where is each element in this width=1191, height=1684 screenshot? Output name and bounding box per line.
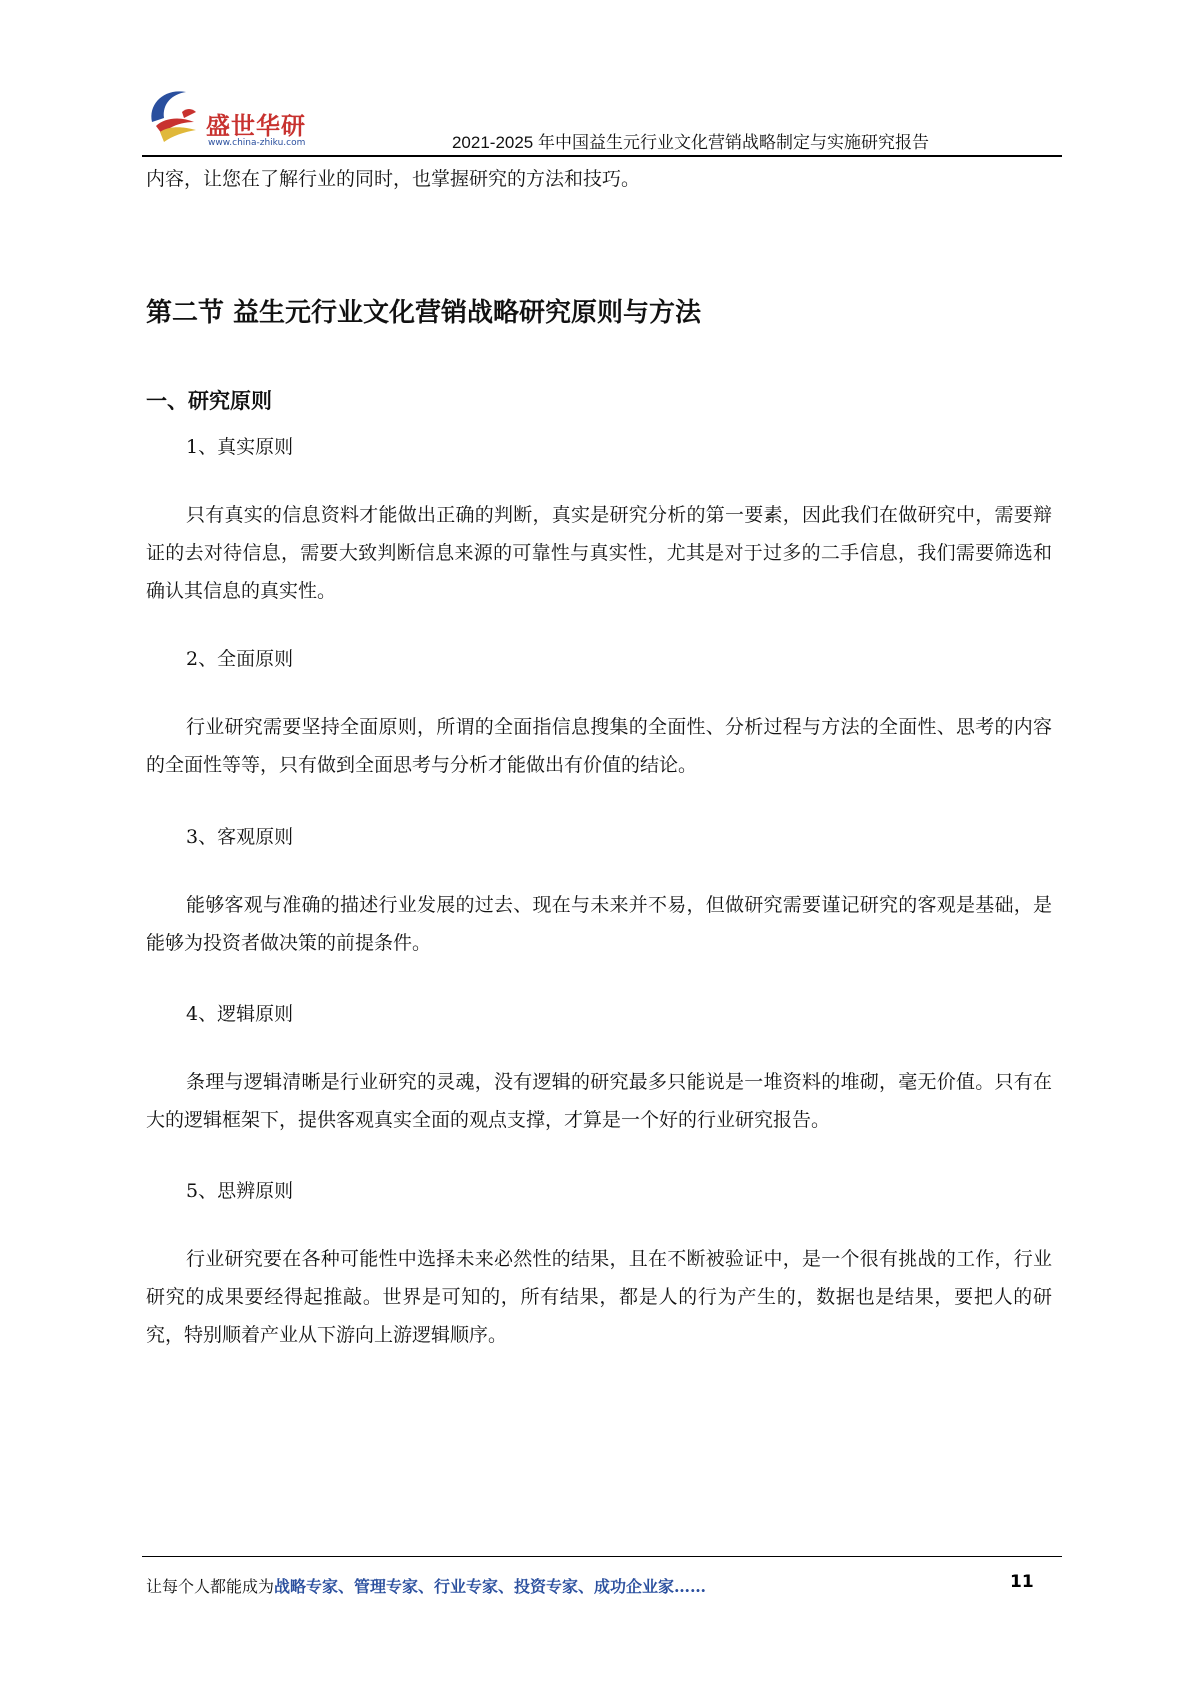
- principle-body: 能够客观与准确的描述行业发展的过去、现在与未来并不易，但做研究需要谨记研究的客观是基础，是能够为投资者做决策的前提条件。: [146, 894, 1052, 954]
- section-title: 第二节 益生元行业文化营销战略研究原则与方法: [146, 298, 702, 328]
- principle-heading: 3、客观原则: [186, 826, 294, 848]
- principle-heading: 4、逻辑原则: [186, 1003, 294, 1025]
- principle-body: 行业研究要在各种可能性中选择未来必然性的结果，且在不断被验证中，是一个很有挑战的工作，行业研究的成果要经得起推敲。世界是可知的，所有结果，都是人的行为产生的，数据也是结果，要把人的研究，特别顺着产业从下游向上游逻辑顺序。: [146, 1248, 1052, 1346]
- logo-emblem-icon: [142, 82, 206, 146]
- subsection-title: 一、研究原则: [146, 389, 272, 413]
- principle-heading: 5、思辨原则: [186, 1180, 294, 1202]
- header-divider: [142, 155, 1062, 157]
- footer-lead: 让每个人都能成为: [146, 1577, 275, 1596]
- report-title: 2021-2025 年中国益生元行业文化营销战略制定与实施研究报告: [451, 133, 929, 152]
- page-number: 11: [1010, 1572, 1034, 1592]
- footer-slogan: [146, 1574, 706, 1597]
- logo-name: 盛世华研: [206, 112, 306, 140]
- principle-body: 只有真实的信息资料才能做出正确的判断，真实是研究分析的第一要素，因此我们在做研究中，需要辩证的去对待信息，需要大致判断信息来源的可靠性与真实性，尤其是对于过多的二手信息，我们需要筛选和确认其信息的真实性。: [146, 504, 1052, 602]
- principle-body: 行业研究需要坚持全面原则，所谓的全面指信息搜集的全面性、分析过程与方法的全面性、思考的内容的全面性等等，只有做到全面思考与分析才能做出有价值的结论。: [146, 716, 1052, 776]
- principle-heading: 2、全面原则: [186, 648, 294, 670]
- principle-body: 条理与逻辑清晰是行业研究的灵魂，没有逻辑的研究最多只能说是一堆资料的堆砌，毫无价值。只有在大的逻辑框架下，提供客观真实全面的观点支撑，才算是一个好的行业研究报告。: [146, 1071, 1052, 1131]
- logo-url: www.china-zhiku.com: [208, 138, 306, 148]
- footer-divider: [142, 1556, 1062, 1557]
- intro-paragraph: 内容，让您在了解行业的同时，也掌握研究的方法和技巧。: [146, 168, 641, 190]
- principle-heading: 1、真实原则: [186, 436, 294, 458]
- company-logo: [142, 82, 312, 152]
- page-header: [0, 0, 1191, 160]
- footer-roles: 战略专家、管理专家、行业专家、投资专家、成功企业家……: [274, 1577, 707, 1596]
